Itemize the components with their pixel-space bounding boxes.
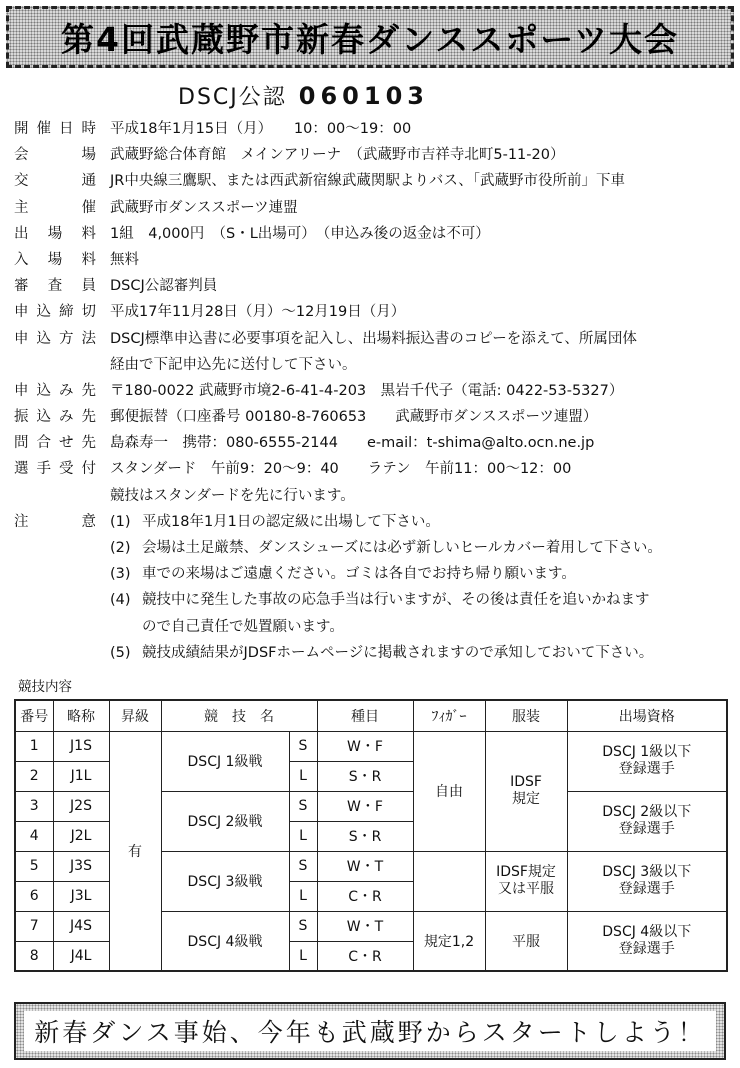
competition-name: DSCJ 3級戦 (161, 851, 289, 911)
col-header: 略称 (53, 700, 109, 731)
row-sl: S (289, 731, 317, 761)
col-header: 昇級 (109, 700, 161, 731)
certification-label: DSCJ公認 (178, 85, 287, 110)
footer-banner (14, 1002, 726, 1060)
info-row (14, 116, 726, 142)
info-row (14, 456, 726, 482)
row-number: 5 (15, 851, 53, 881)
info-value: 島森寿一 携帯：080-6555-2144 e-mail：t-shima@alto.ocn.ne.jp (110, 435, 595, 452)
qualification-line: DSCJ 4級以下 (602, 923, 692, 940)
qualification-line: DSCJ 1級以下 (602, 744, 692, 760)
qualification-cell (567, 851, 727, 911)
note-number: (5) (110, 644, 131, 661)
note-text: 平成18年1月1日の認定級に出場して下さい。 (142, 513, 440, 530)
competition-name: DSCJ 1級戦 (161, 731, 289, 791)
dress-cell (485, 731, 567, 851)
note-number: (3) (110, 566, 131, 583)
info-label: 出 場 料 (14, 225, 96, 242)
info-label: 交 通 (14, 173, 96, 190)
info-row (14, 352, 726, 378)
row-code: J1L (53, 761, 109, 791)
competition-table (14, 699, 728, 972)
col-header: 出場資格 (567, 700, 727, 731)
info-row (14, 221, 726, 247)
info-value: 〒180-0022 武蔵野市境2-6-41-4-203 黒岩千代子（電話: 0422-53-5327） (110, 382, 624, 399)
qualification-line: DSCJ 2級以下 (602, 804, 692, 820)
note-row (14, 509, 726, 535)
row-events: W・F (317, 791, 413, 821)
row-number: 3 (15, 791, 53, 821)
note-text: 車での来場はご遠慮ください。ゴミは各自でお持ち帰り願います。 (142, 566, 576, 583)
info-value: DSCJ標準申込書に必要事項を記入し、出場料振込書のコピーを添えて、所属団体 (110, 330, 637, 347)
table-row (15, 731, 727, 761)
info-value: DSCJ公認審判員 (110, 278, 218, 295)
row-code: J3S (53, 851, 109, 881)
info-label: 審 査 員 (14, 278, 96, 295)
row-number: 2 (15, 761, 53, 791)
row-number: 6 (15, 881, 53, 911)
row-sl: S (289, 791, 317, 821)
row-code: J1S (53, 731, 109, 761)
col-header: 競 技 名 (161, 700, 317, 731)
row-number: 1 (15, 731, 53, 761)
row-number: 8 (15, 941, 53, 971)
row-sl: S (289, 911, 317, 941)
row-events: W・F (317, 731, 413, 761)
dress-line: IDSF (510, 774, 542, 790)
info-label: 振込み先 (14, 409, 96, 426)
qualification-line: 登録選手 (618, 821, 675, 837)
competition-name: DSCJ 4級戦 (161, 911, 289, 971)
info-value: 武蔵野総合体育館 メインアリーナ （武蔵野市吉祥寺北町5-11-20） (110, 147, 565, 164)
info-value: 平成17年11月28日（月）〜12月19日（月） (110, 304, 406, 321)
note-text: 競技中に発生した事故の応急手当は行いますが、その後は責任を追いかねます (142, 592, 650, 609)
note-row (14, 640, 726, 666)
info-label: 申込方法 (14, 330, 96, 347)
qualification-line: 登録選手 (618, 761, 675, 777)
note-row (14, 535, 726, 561)
row-events: S・R (317, 821, 413, 851)
title-banner (6, 6, 734, 68)
info-row (14, 299, 726, 325)
info-row (14, 247, 726, 273)
dress-line: 又は平服 (498, 881, 554, 897)
table-header-row (15, 700, 727, 731)
certification-line (178, 80, 429, 111)
row-sl: L (289, 941, 317, 971)
info-row (14, 326, 726, 352)
info-value: JR中央線三鷹駅、または西武新宿線武蔵関駅よりバス、「武蔵野市役所前」下車 (110, 173, 626, 190)
note-number: (4) (110, 592, 131, 609)
row-events: C・R (317, 941, 413, 971)
note-text: 会場は土足厳禁、ダンスシューズには必ず新しいヒールカバー着用して下さい。 (142, 540, 662, 556)
row-code: J2L (53, 821, 109, 851)
info-row (14, 273, 726, 299)
figure-cell: 規定1,2 (413, 911, 485, 971)
dress-line: 規定 (512, 791, 540, 807)
info-label: 申込み先 (14, 382, 96, 399)
info-value: 経由で下記申込先に送付して下さい。 (110, 356, 357, 373)
info-row (14, 483, 726, 509)
row-events: C・R (317, 881, 413, 911)
info-row (14, 404, 726, 430)
row-sl: L (289, 761, 317, 791)
note-row (14, 561, 726, 587)
event-info (14, 116, 726, 666)
info-row (14, 378, 726, 404)
competition-name: DSCJ 2級戦 (161, 791, 289, 851)
qualification-cell (567, 791, 727, 851)
qualification-cell (567, 731, 727, 791)
competition-section-label: 競技内容 (18, 679, 72, 695)
row-sl: L (289, 881, 317, 911)
row-code: J4L (53, 941, 109, 971)
info-value: 郵便振替（口座番号 00180-8-760653 武蔵野市ダンススポーツ連盟） (110, 409, 598, 426)
info-value: 競技はスタンダードを先に行います。 (110, 487, 355, 504)
row-code: J3L (53, 881, 109, 911)
info-label: 申込締切 (14, 304, 96, 321)
info-row (14, 430, 726, 456)
info-label: 主 催 (14, 199, 96, 216)
row-events: W・T (317, 911, 413, 941)
info-label: 問合せ先 (14, 435, 96, 452)
note-row (14, 614, 726, 640)
row-sl: L (289, 821, 317, 851)
info-label: 会 場 (14, 147, 96, 164)
info-row (14, 142, 726, 168)
qualification-line: 登録選手 (618, 881, 675, 897)
row-code: J4S (53, 911, 109, 941)
info-row (14, 195, 726, 221)
figure-cell: 自由 (413, 731, 485, 851)
row-code: J2S (53, 791, 109, 821)
info-label: 入 場 料 (14, 251, 96, 268)
note-number: (1) (110, 513, 131, 530)
page-title: 第4回武蔵野市新春ダンススポーツ大会 (61, 19, 679, 59)
row-number: 7 (15, 911, 53, 941)
note-row (14, 587, 726, 613)
note-number: (2) (110, 540, 131, 556)
dress-cell (485, 851, 567, 911)
info-row (14, 168, 726, 194)
row-number: 4 (15, 821, 53, 851)
promotion-cell: 有 (109, 731, 161, 971)
qualification-line: 登録選手 (618, 940, 675, 957)
footer-slogan: 新春ダンス事始、今年も武蔵野からスタートしよう！ (24, 1011, 716, 1051)
row-events: W・T (317, 851, 413, 881)
figure-cell-empty (413, 851, 485, 911)
col-header: ﾌｨｶﾞｰ (413, 700, 485, 731)
info-value: 1組 4,000円 （S・L出場可） （申込み後の返金は不可） (110, 225, 490, 242)
note-text: 競技成績結果がJDSFホームページに掲載されますので承知しておいて下さい。 (142, 644, 654, 661)
col-header: 番号 (15, 700, 53, 731)
info-value: 無料 (110, 251, 139, 268)
info-value: スタンダード 午前9：20〜9：40 ラテン 午前11：00〜12：00 (110, 461, 572, 478)
info-label: 開催日時 (14, 121, 96, 137)
qualification-line: DSCJ 3級以下 (602, 864, 692, 880)
row-events: S・R (317, 761, 413, 791)
col-header: 服装 (485, 700, 567, 731)
row-sl: S (289, 851, 317, 881)
info-value: 武蔵野市ダンススポーツ連盟 (110, 199, 298, 216)
notes-label: 注 意 (14, 513, 96, 530)
qualification-cell (567, 911, 727, 971)
note-text: ので自己責任で処置願います。 (142, 618, 344, 635)
certification-number: 060103 (298, 82, 429, 110)
info-value: 平成18年1月15日（月） 10：00〜19：00 (110, 121, 412, 137)
dress-cell: 平服 (485, 911, 567, 971)
col-header: 種目 (317, 700, 413, 731)
dress-line: IDSF規定 (496, 864, 556, 880)
info-label: 選手受付 (14, 461, 96, 478)
